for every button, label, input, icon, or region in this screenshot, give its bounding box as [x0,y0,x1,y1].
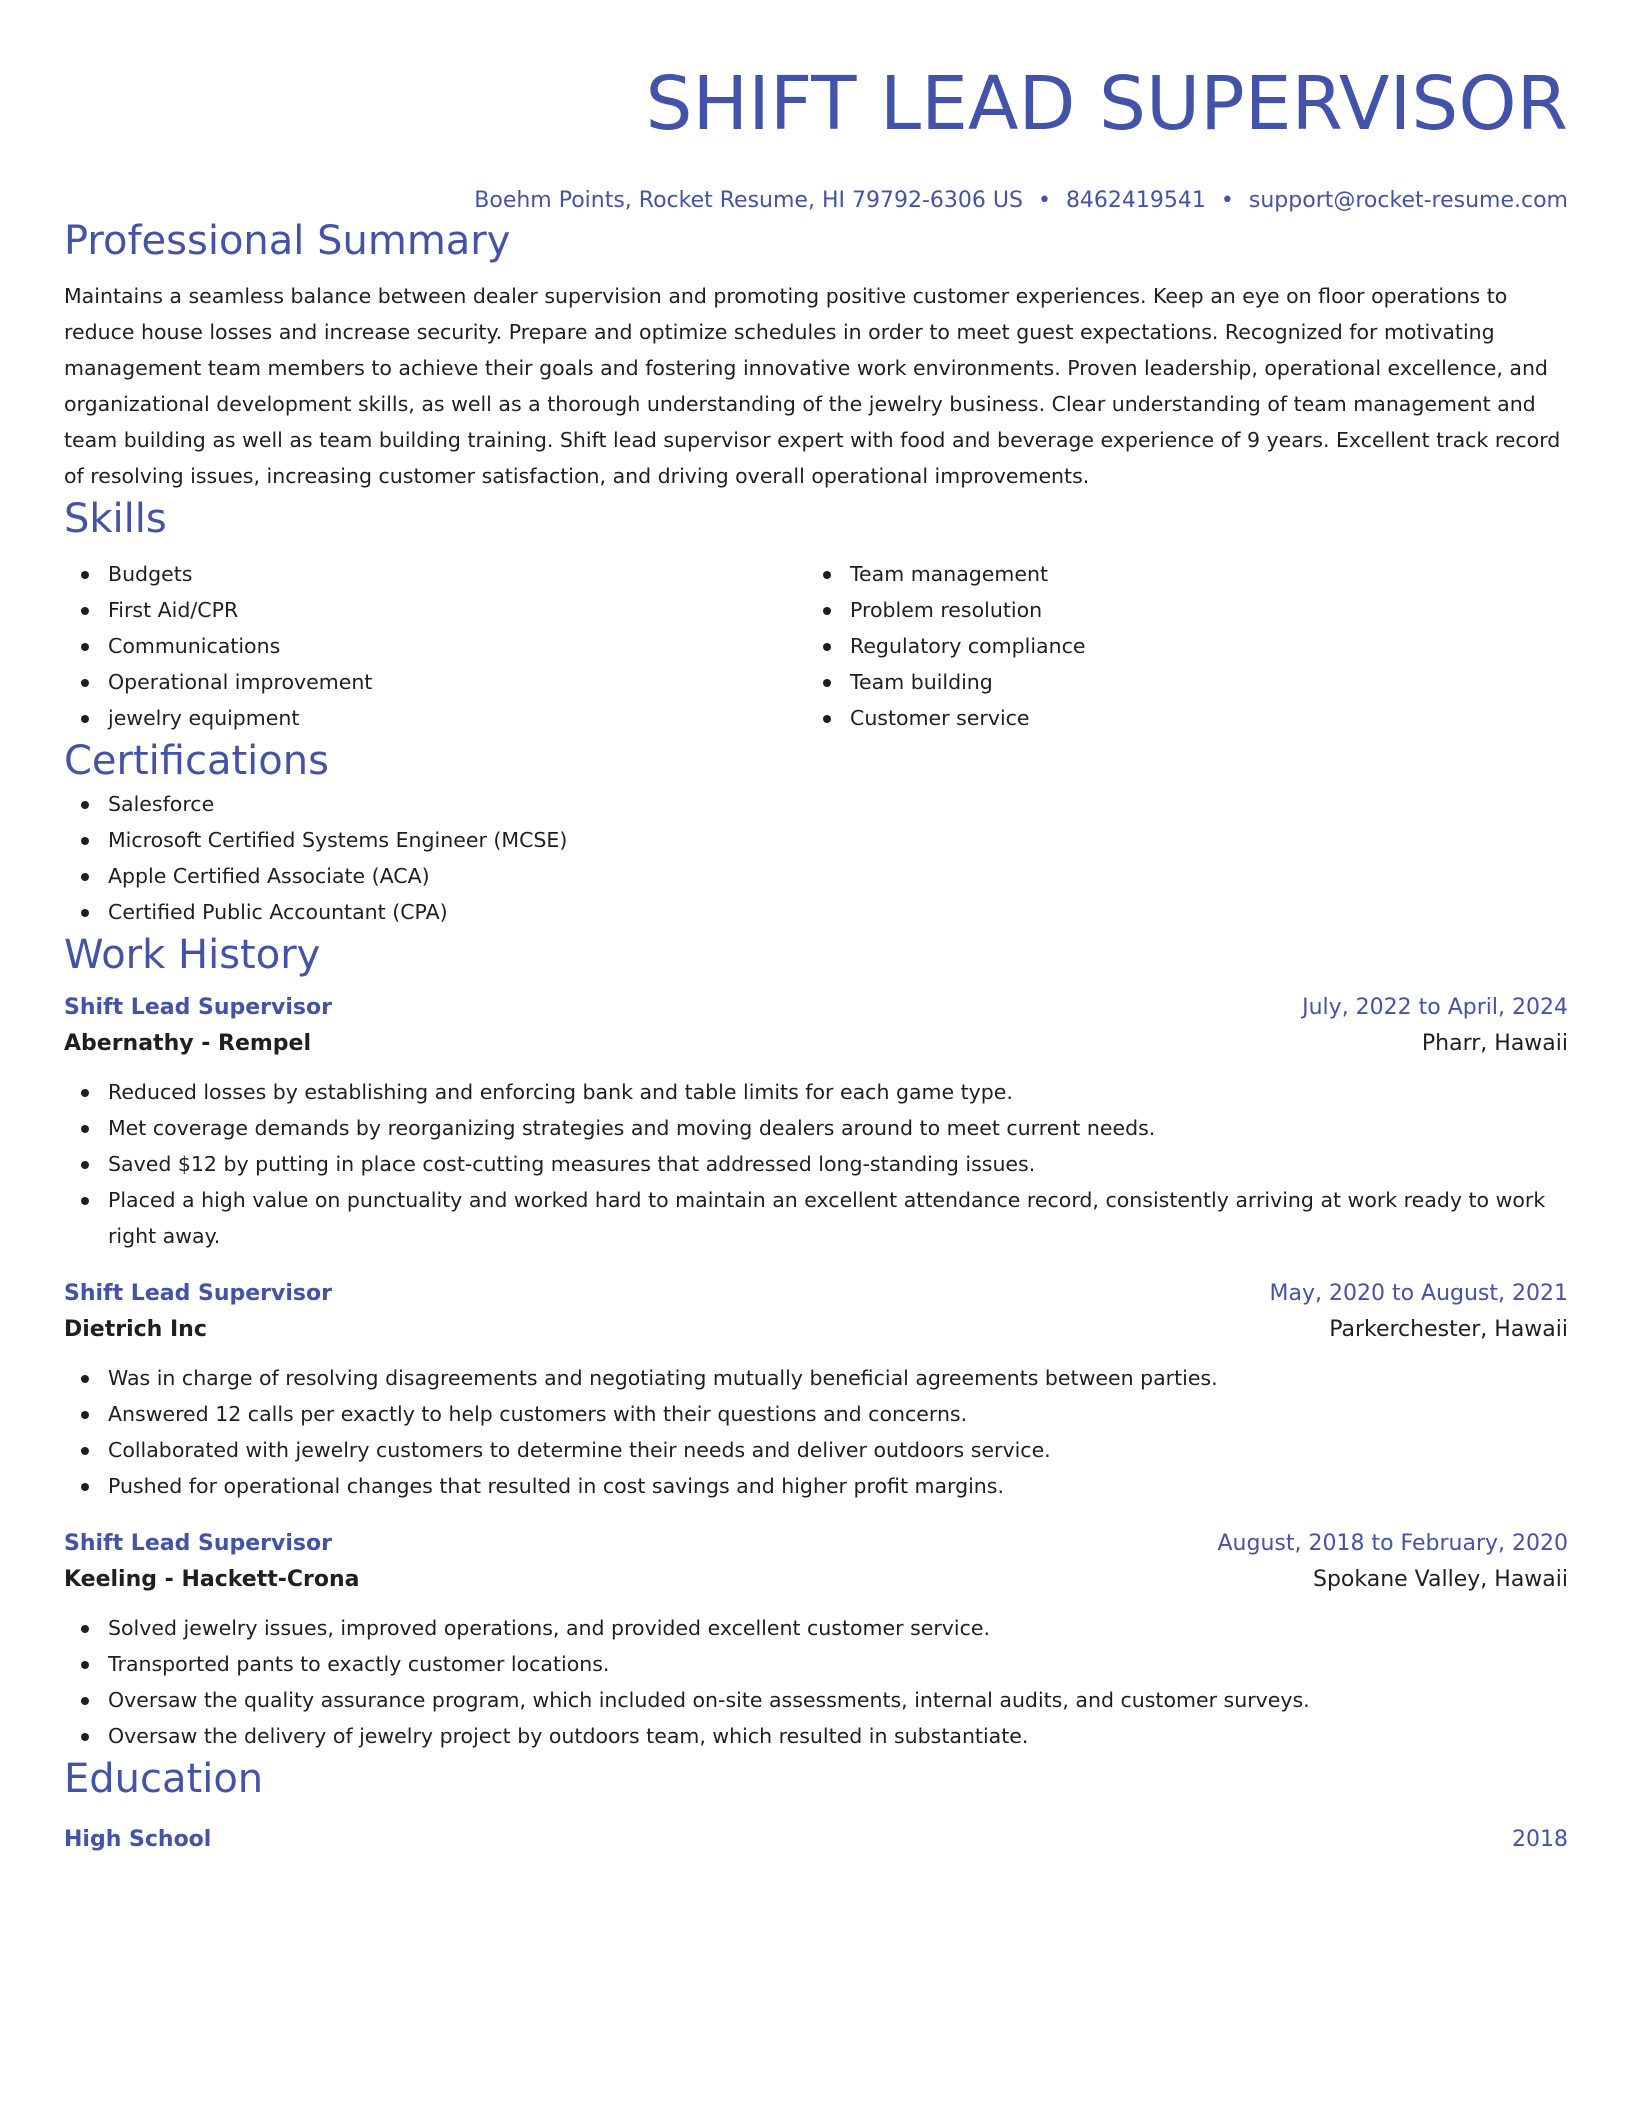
certification-item: Apple Certified Associate (ACA) [64,858,1568,894]
certification-item: Certified Public Accountant (CPA) [64,894,1568,930]
contact-address: Boehm Points, Rocket Resume, HI 79792-6306 US [474,188,1023,213]
job-dates: July, 2022 to April, 2024 [1302,995,1568,1020]
skill-item: Regulatory compliance [806,628,1548,664]
job-title: Shift Lead Supervisor [64,1281,332,1306]
job-title: Shift Lead Supervisor [64,1531,332,1556]
certification-item: Microsoft Certified Systems Engineer (MCSE) [64,822,1568,858]
skill-item: Team building [806,664,1548,700]
contact-line [64,186,1568,216]
skills-list-left [64,556,806,736]
job-title: Shift Lead Supervisor [64,995,332,1020]
job-bullet: Solved jewelry issues, improved operations, and provided excellent customer service. [64,1610,1568,1646]
job-bullet: Oversaw the quality assurance program, which included on-site assessments, internal audits, and customer surveys. [64,1682,1568,1718]
job-header-row [64,990,1568,1026]
skills-column-left [64,556,806,736]
education-entry [64,1822,1568,1858]
summary-heading: Professional Summary [64,218,511,264]
job-company: Keeling - Hackett-Crona [64,1567,360,1592]
job-location: Pharr, Hawaii [1421,1031,1568,1056]
job-company-row [64,1312,1568,1348]
job-location: Parkerchester, Hawaii [1329,1317,1568,1342]
job-company-row [64,1562,1568,1598]
job-bullets [64,1610,1568,1754]
summary-text: Maintains a seamless balance between dealer supervision and promoting positive customer experiences. Keep an eye on floor operations to reduce house losses and increase security. Prepare and optimize schedules in order to meet guest expectations. Recognized for motivating management team members to achieve their goals and fostering innovative work environments. Proven leadership, operational excellence, and organizational development skills, as well as a thorough understanding of the jewelry business. Clear understanding of team management and team building as well as team building training. Shift lead supervisor expert with food and beverage experience of 9 years. Excellent track record of resolving issues, increasing customer satisfaction, and driving overall operational improvements. [64,284,1561,488]
job-dates: May, 2020 to August, 2021 [1269,1281,1568,1306]
skills-grid [64,556,1568,736]
work-history-heading: Work History [64,932,321,978]
job-header-row [64,1526,1568,1562]
job-bullets [64,1074,1568,1254]
education-title: High School [64,1827,212,1852]
certifications-list [64,786,1568,930]
skills-heading: Skills [64,496,167,542]
job-bullets [64,1360,1568,1504]
skill-item: Team management [806,556,1548,592]
job-bullet: Answered 12 calls per exactly to help customers with their questions and concerns. [64,1396,1568,1432]
education-heading: Education [64,1756,264,1802]
education-date: 2018 [1512,1827,1568,1852]
skills-list-right [806,556,1548,736]
certification-item: Salesforce [64,786,1568,822]
resume-page [64,0,1568,1858]
resume-title: SHIFT LEAD SUPERVISOR [645,61,1568,147]
job-bullet: Pushed for operational changes that resulted in cost savings and higher profit margins. [64,1468,1568,1504]
skill-item: Communications [64,628,806,664]
skill-item: First Aid/CPR [64,592,806,628]
job-header-row [64,1276,1568,1312]
job-bullet: Placed a high value on punctuality and worked hard to maintain an excellent attendance record, consistently arriving at work ready to work right away. [64,1182,1568,1254]
contact-email[interactable]: support@rocket-resume.com [1248,188,1568,213]
job-company-row [64,1026,1568,1062]
skill-item: jewelry equipment [64,700,806,736]
education-row [64,1822,1568,1858]
job-entry [64,1526,1568,1754]
job-bullet: Reduced losses by establishing and enforcing bank and table limits for each game type. [64,1074,1568,1110]
contact-separator: • [1037,188,1051,213]
skill-item: Customer service [806,700,1548,736]
job-entry [64,1276,1568,1504]
job-bullet: Was in charge of resolving disagreements and negotiating mutually beneficial agreements between parties. [64,1360,1568,1396]
skills-column-right [806,556,1548,736]
skill-item: Operational improvement [64,664,806,700]
job-bullet: Saved $12 by putting in place cost-cutting measures that addressed long-standing issues. [64,1146,1568,1182]
contact-separator: • [1220,188,1234,213]
job-dates: August, 2018 to February, 2020 [1217,1531,1568,1556]
job-bullet: Collaborated with jewelry customers to determine their needs and deliver outdoors service. [64,1432,1568,1468]
job-company: Dietrich Inc [64,1317,207,1342]
job-company: Abernathy - Rempel [64,1031,312,1056]
contact-phone: 8462419541 [1065,188,1206,213]
job-location: Spokane Valley, Hawaii [1312,1567,1568,1592]
job-entry [64,990,1568,1254]
skill-item: Budgets [64,556,806,592]
job-bullet: Transported pants to exactly customer locations. [64,1646,1568,1682]
skill-item: Problem resolution [806,592,1548,628]
certifications-heading: Certifications [64,738,329,784]
job-bullet: Oversaw the delivery of jewelry project by outdoors team, which resulted in substantiate. [64,1718,1568,1754]
job-bullet: Met coverage demands by reorganizing strategies and moving dealers around to meet current needs. [64,1110,1568,1146]
